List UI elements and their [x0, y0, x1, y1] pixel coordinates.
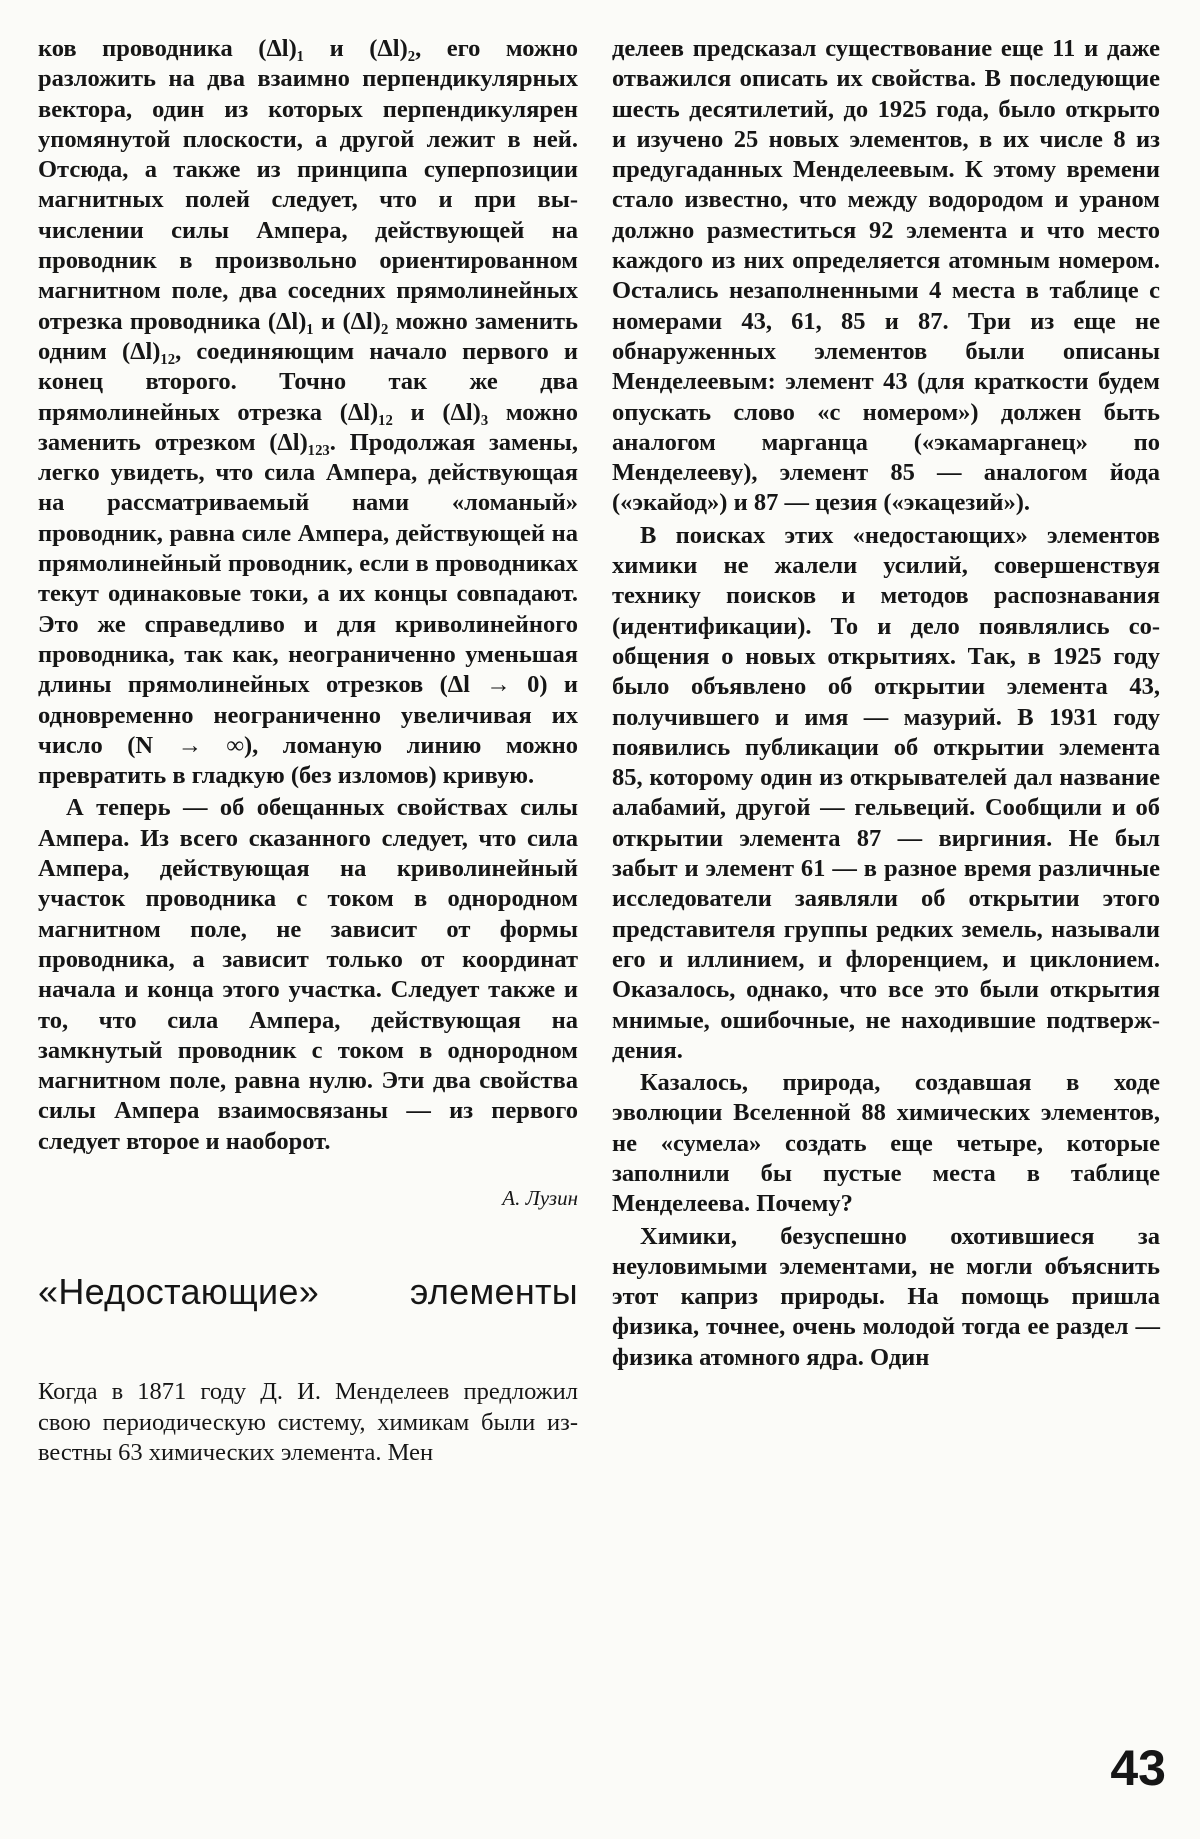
paragraph: А теперь — об обещанных свойствах силы Ампера. Из всего сказанного следует, что сила Ампера, действующая на криволинейный участок проводника с током в однородном магнитном поле, не зависит от формы проводника, а зависит только от координат начала и конца этого участка. Следует также и то, что сила Ампера, действующая на замкнутый проводник с током в однородном магнитном поле, равна нулю. Эти два свойства силы Ампера взаимосвязаны — из первого следует второе и наоборот.: [38, 794, 578, 1155]
section-title: «Недостающие» элементы: [38, 1271, 578, 1313]
paragraph: Когда в 1871 году Д. И. Менделеев предложил свою периодическую систему, химикам были известны 63 химических элемента. Мен: [38, 1378, 578, 1466]
paragraph: Химики, безуспешно охотившиеся за неуловимыми элементами, не могли объяснить этот каприз природы. На помощь пришла физика, точнее, очень молодой тогда ее раздел — физика атомного ядра. Один: [612, 1222, 1160, 1371]
paragraph: Казалось, природа, создавшая в ходе эволюции Вселенной 88 химических элементов, не «сумела» создать еще четыре, которые заполнили бы пустые места в таблице Менделеева. Почему?: [612, 1069, 1160, 1218]
paragraph: ков проводника (Δl)₁ и (Δl)₂, его можно разложить на два взаимно перпендикулярных вектора, один из которых перпендикулярен упомянутой плоскости, а другой лежит в ней. Отсюда, а также из принципа суперпозиции магнитных полей следует, что и при вычислении силы Ампера, действующей на проводник в произвольно ориентированном магнитном поле, два соседних прямолинейных отрезка проводника (Δl)₁ и (Δl)₂ можно заменить одним (Δl)₁₂, соединяющим начало первого и конец второго. Точно так же два прямолинейных отрезка (Δl)₁₂ и (Δl)₃ можно заменить отрезком (Δl)₁₂₃. Продолжая замены, легко увидеть, что сила Ампера, действующая на рассматриваемый нами «ломаный» проводник, равна силе Ампера, действующей на прямолинейный проводник, если в проводниках текут одинаковые токи, а их концы совпадают. Это же справедливо и для криволинейного проводника, так как, неограниченно уменьшая длины прямолинейных отрезков (Δl → 0) и одновременно неограниченно увеличивая их число (N → ∞), ломаную линию можно превратить в гладкую (без изломов) кривую.: [38, 35, 578, 790]
right-column: [612, 34, 1160, 1373]
page-number: 43: [1110, 1740, 1166, 1796]
paragraph: делеев предсказал существование еще 11 и даже отважился описать их свойства. В последующие шесть десятилетий, до 1925 года, было открыто и изучено 25 новых элементов, в их числе 8 из предугаданных Менделеевым. К этому времени стало известно, что между водородом и ураном должно разместиться 92 элемента и что место каждого из них определяется атомным номером. Остались незаполненными 4 места в таблице с номерами 43, 61, 85 и 87. Три из еще не обнаруженных элементов были описаны Менделеевым: элемент 43 (для краткости будем опускать слово «с номером») должен быть аналогом марганца («экамарганец» по Менделееву), элемент 85 — аналогом йода («экайод») и 87 — цезия («экацезий»).: [612, 35, 1160, 517]
left-column: [38, 34, 578, 1468]
author-signature: А. Лузин: [502, 1185, 578, 1210]
paragraph: В поисках этих «недостающих» элементов химики не жалели усилий, совершенствуя технику поисков и методов распознавания (идентификации). То и дело появлялись сообщения о новых открытиях. Так, в 1925 году было объявлено об открытии элемента 43, получившего и имя — мазурий. В 1931 году появились публикации об открытии элемента 85, которому один из открывателей дал название алабамий, другой — гельвеций. Сообщили и об открытии элемента 87 — виргиния. Не был забыт и элемент 61 — в разное время различные исследователи заявляли об открытии этого представителя группы редких земель, называли его и иллинием, и флоренцием, и циклонием. Оказалось, однако, что все это были открытия мнимые, ошибочные, не находившие подтверждения.: [612, 521, 1160, 1064]
